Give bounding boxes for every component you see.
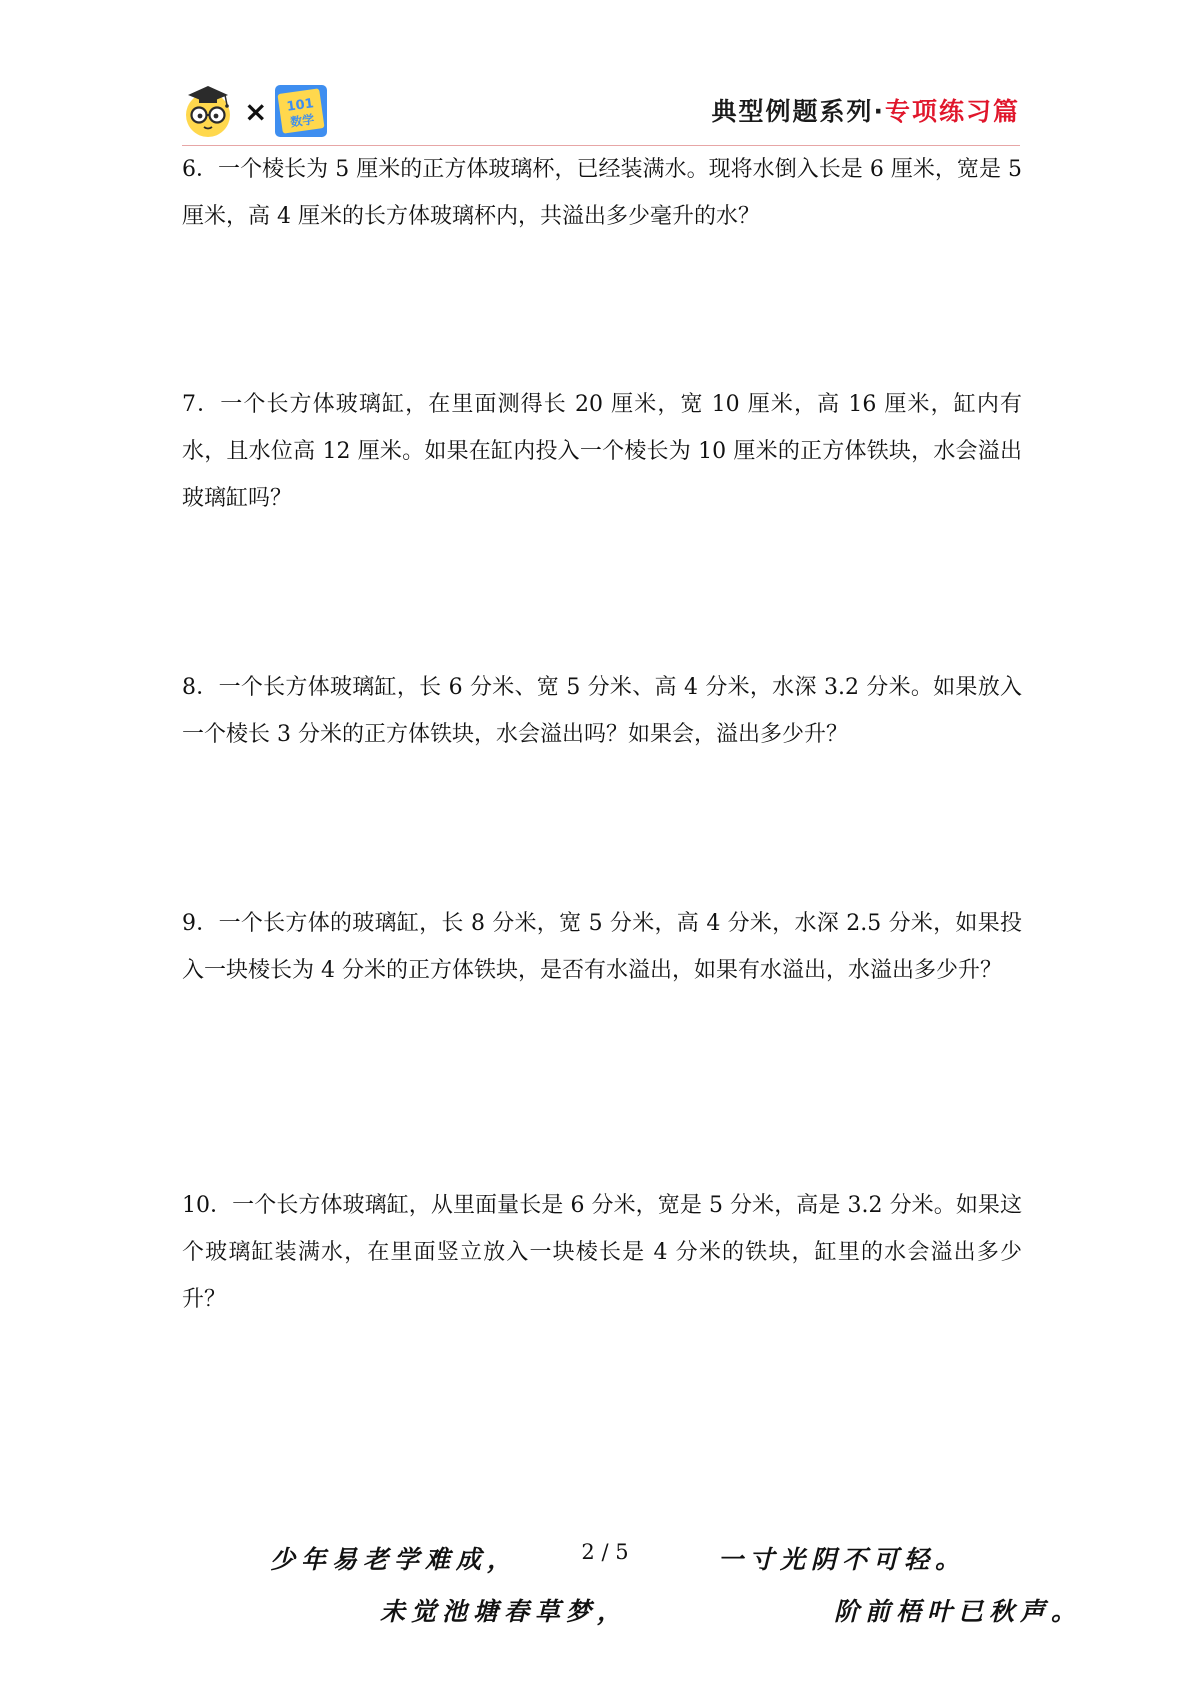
series-title-main: 典型例题系列· [711,97,885,126]
page-number: 2 / 5 [581,1540,629,1564]
footer-poem-line-1: 少年易老学难成， [270,1545,519,1574]
footer-poem-line-4: 阶前梧叶已秋声。 [834,1597,1083,1626]
question-9: 9．一个长方体的玻璃缸，长 8 分米，宽 5 分米，高 4 分米，水深 2.5 分米，如果投入一块棱长为 4 分米的正方体铁块，是否有水溢出，如果有水溢出，水溢出多少升？ [182,911,1022,983]
footer-poem-line-2: 一寸光阴不可轻。 [718,1545,967,1574]
math-101-logo [273,83,329,139]
brand-logos [182,82,329,140]
math-logo-text-bottom: 数学 [289,112,316,130]
owl-mascot-logo [182,83,234,139]
series-title-highlight: 专项练习篇 [884,97,1020,126]
math-logo-text-top: 101 [286,96,316,115]
question-8: 8．一个长方体玻璃缸，长 6 分米、宽 5 分米、高 4 分米，水深 3.2 分米。如果放入一个棱长 3 分米的正方体铁块，水会溢出吗？如果会，溢出多少升？ [182,675,1022,747]
question-6: 6．一个棱长为 5 厘米的正方体玻璃杯，已经装满水。现将水倒入长是 6 厘米，宽是 5 厘米，高 4 厘米的长方体玻璃杯内，共溢出多少毫升的水？ [182,157,1022,229]
series-title [711,92,1020,128]
question-7: 7．一个长方体玻璃缸，在里面测得长 20 厘米，宽 10 厘米，高 16 厘米，缸内有水，且水位高 12 厘米。如果在缸内投入一个棱长为 10 厘米的正方体铁块，水会溢出玻璃缸吗？ [182,392,1022,511]
page-header [182,80,1020,146]
footer-poem-line-3: 未觉池塘春草梦， [380,1597,629,1626]
times-sign: × [244,94,268,128]
question-10: 10．一个长方体玻璃缸，从里面量长是 6 分米，宽是 5 分米，高是 3.2 分米。如果这个玻璃缸装满水，在里面竖立放入一块棱长是 4 分米的铁块，缸里的水会溢出多少升？ [182,1193,1022,1312]
